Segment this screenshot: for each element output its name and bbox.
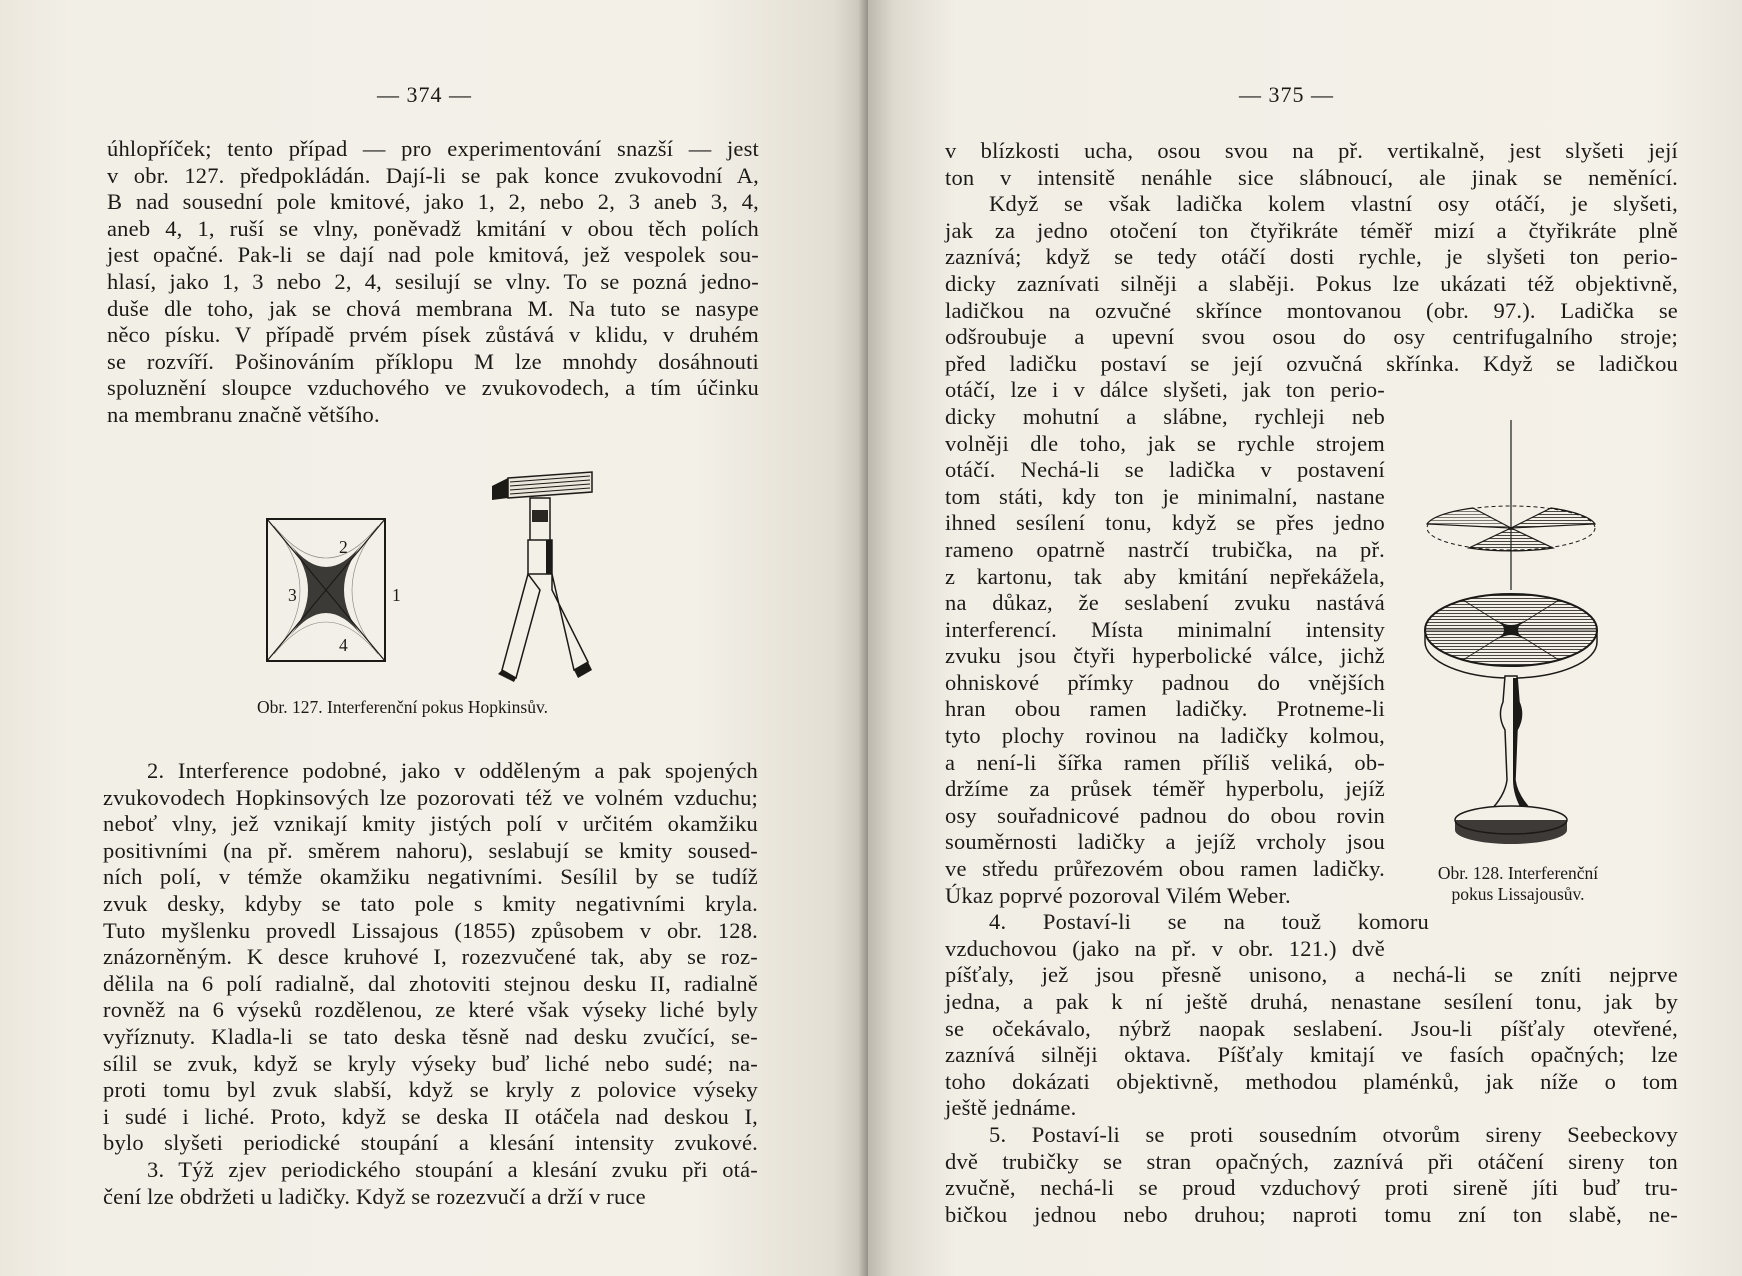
text-line: hlasí, jako 1, 3 nebo 2, 4, sesilují se vlny. To se pozná jedno- (107, 268, 759, 294)
figure-127-label-1: 1 (392, 585, 401, 605)
text-line: positivními (na př. směrem nahoru), seslabují se kmity soused- (103, 837, 758, 863)
text-line: odšroubuje a upevní svou osou do osy centrifugalního stroje; (945, 324, 1678, 350)
text-line: před ladičku postaví se její ozvučná skřínka. Když se ladičkou (945, 350, 1678, 376)
figure-127-label-2: 2 (339, 537, 348, 557)
text-line: i sudé i liché. Proto, když se deska II otáčela nad deskou I, (103, 1103, 758, 1129)
text-line: něco písku. V případě prvém písek zůstává v klidu, v druhém (107, 322, 759, 348)
text-line: volněji dle toho, jak se rychle strojem (945, 430, 1385, 456)
text-line: jak za jedno otočení ton čtyřikráte téměř mizí a čtyřikráte plně (945, 217, 1678, 243)
text-line: zaznívá; když se tedy otáčí dosti rychle, je slyšeti ton perio- (945, 244, 1678, 270)
text-line: čení lze obdržeti u ladičky. Když se rozezvučí a drží v ruce (103, 1183, 646, 1209)
text-line: zvuku jsou čtyři hyperbolické válce, jichž (945, 643, 1385, 669)
text-line: na membranu značně většího. (107, 401, 380, 427)
text-line: ihned sesílení tonu, když se přes jedno (945, 510, 1385, 536)
figure-127-apparatus-drawing (488, 470, 598, 684)
text-line: rameno opatrně nastrčí trubička, na př. (945, 536, 1385, 562)
page-number-right: — 375 — (1239, 82, 1334, 107)
text-line: neboť vlny, jež vznikají kmity jistých polí v určitém okamžiku (103, 811, 758, 837)
text-line: spoluznění sloupce vzduchového ve zvukovodech, a tím účinku (107, 375, 759, 401)
text-line: ton v intensitě nenáhle sice slábnoucí, ale jinak se neměnící. (945, 164, 1678, 190)
text-line: zvuk desky, kdyby se tato pole s kmity negativními kryla. (103, 890, 758, 916)
text-line: dicky mohutní a slábne, rychleji neb (945, 403, 1385, 429)
text-line: souměrnosti ladičky a jejíž vrcholy jsou (945, 829, 1385, 855)
text-line: 2. Interference podobné, jako v odděleným a pak spojených (147, 758, 758, 783)
text-line: otáčí, lze i v dálce slyšeti, jak ton perio- (945, 377, 1385, 403)
text-line: B nad sousední pole kmitové, jako 1, 2, nebo 2, 3 aneb 3, 4, (107, 189, 759, 215)
text-line: Úkaz poprvé pozoroval Vilém Weber. (945, 882, 1291, 908)
text-line: 5. Postaví-li se proti sousedním otvorům sireny Seebeckovy (989, 1121, 1678, 1147)
text-line: Když se však ladička kolem vlastní osy otáčí, je slyšeti, (989, 191, 1678, 217)
text-line: 3. Týž zjev periodického stoupání a klesání zvuku při otá- (147, 1156, 758, 1182)
text-line: se rozvíří. Pošinováním příklopu M lze mnohdy dosáhnouti (107, 348, 759, 374)
text-line: interferencí. Místa minimalní intensity (945, 616, 1385, 642)
text-line: rovněž na 6 výseků rozdělenou, ze které však výseky liché byly (103, 997, 758, 1023)
text-line: v blízkosti ucha, osou svou na př. vertikalně, jest slyšeti její (945, 138, 1678, 163)
text-line: vzduchovou (jako na př. v obr. 121.) dvě (945, 935, 1385, 961)
text-line: dicky zaznívati silněji a slaběji. Pokus lze ukázati též objektivně, (945, 270, 1678, 296)
text-line: Tuto myšlenku provedl Lissajous (1855) způsobem v obr. 128. (103, 917, 758, 943)
text-line: bičkou jednou nebo druhou; naproti tomu zní ton slabě, ne- (945, 1201, 1678, 1227)
text-line: dvě trubičky se stran opačných, zaznívá při otáčení sireny ton (945, 1148, 1678, 1174)
text-line: tyto plochy rovinou na ladičky kolmou, (945, 723, 1385, 749)
text-line: jest opačné. Pak-li se dají nad pole kmitová, jež vespolek sou- (107, 242, 759, 268)
text-line: na důkaz, že seslabení zvuku nastává (945, 590, 1385, 616)
text-line: znázorněným. K desce kruhové I, rozezvučené tak, aby se roz- (103, 944, 758, 970)
text-line: zvukovodech Hopkinsových lze pozorovati též ve volném vzduchu; (103, 784, 758, 810)
text-line: bylo slyšeti periodické stoupání a klesání intensity zvukové. (103, 1130, 758, 1156)
text-line: a není-li šířka ramen příliš veliká, ob- (945, 749, 1385, 775)
text-line: úhlopříček; tento případ — pro experimentování snazší — jest (107, 136, 759, 161)
text-line: jedna, a pak k ní ještě druhá, nenastane sesílení tonu, jak by (945, 989, 1678, 1014)
text-line: ohniskové přímky padnou do vnějších (945, 669, 1385, 695)
text-line: vyříznuty. Kladla-li se tato deska těsně nad desku zvučící, se- (103, 1023, 758, 1049)
left-text-block-1 (107, 136, 759, 429)
text-line: aneb 4, 1, ruší se vlny, poněvadž kmitání v obou těch polích (107, 215, 759, 241)
text-line: ladičkou na ozvučné skřínce montovanou (obr. 97.). Ladička se (945, 297, 1678, 323)
left-page (0, 0, 868, 1276)
text-line: duše dle toho, jak se chová membrana M. Na tuto se nasype (107, 295, 759, 321)
text-line: dělila na 6 polí radialně, dal zhotoviti stejnou desku II, radialně (103, 970, 758, 996)
text-line: zvučně, nechá-li se proud vzduchový proti sireně jíti buď tru- (945, 1175, 1678, 1201)
text-line: tom státi, kdy ton je minimalní, nastane (945, 483, 1385, 509)
figure-128-caption-line-1: Obr. 128. Interferenční (1437, 863, 1599, 883)
page-number-left: — 374 — (377, 82, 472, 107)
text-line: píšťaly, jež jsou přesně unisono, a nechá-li se zníti nejprve (945, 962, 1678, 988)
text-line: v obr. 127. předpokládán. Dají-li se pak konce zvukovodní A, (107, 162, 759, 188)
text-line: hran obou ramen ladičky. Protneme-li (945, 696, 1385, 722)
text-line: proti tomu byl zvuk slabší, když se kryly z polovice výseky (103, 1077, 758, 1103)
figure-127-label-3: 3 (288, 585, 297, 605)
right-page (868, 0, 1742, 1276)
figure-127-label-4: 4 (339, 635, 348, 655)
text-line: z kartonu, tak aby kmitání nepřekážela, (945, 563, 1385, 589)
text-line: sílil se zvuk, když se kryly výseky buď liché nebo sudé; na- (103, 1050, 758, 1076)
text-line: toho dokázati objektivně, methodou plaménků, jak níže o tom (945, 1068, 1678, 1094)
text-line: držíme za průsek téměř hyperbolu, jejíž (945, 776, 1385, 802)
figure-128-apparatus-drawing (1413, 420, 1613, 852)
text-line: otáčí. Nechá-li se ladička v postavení (945, 457, 1385, 483)
text-line: osy souřadnicové padnou do obou rovin (945, 802, 1385, 828)
left-text-block-2 (103, 758, 758, 1210)
text-line: se očekávalo, nýbrž naopak seslabení. Jsou-li píšťaly otevřené, (945, 1015, 1678, 1041)
text-line: 4. Postaví-li se na touž komoru (989, 909, 1429, 935)
figure-127-caption: Obr. 127. Interferenční pokus Hopkinsův. (257, 697, 548, 717)
figure-127-plate-drawing (266, 518, 390, 664)
text-line: ve středu průřezovém obou ramen ladičky. (945, 856, 1385, 882)
text-line: zaznívá silněji oktava. Píšťaly kmitají ve fasích opačných; lze (945, 1042, 1678, 1068)
figure-128-caption-line-2: pokus Lissajousův. (1451, 884, 1585, 904)
text-line: ních polí, v témže okamžiku negativními. Sesílil by se tudíž (103, 864, 758, 890)
text-line: ještě jednáme. (945, 1095, 1077, 1121)
